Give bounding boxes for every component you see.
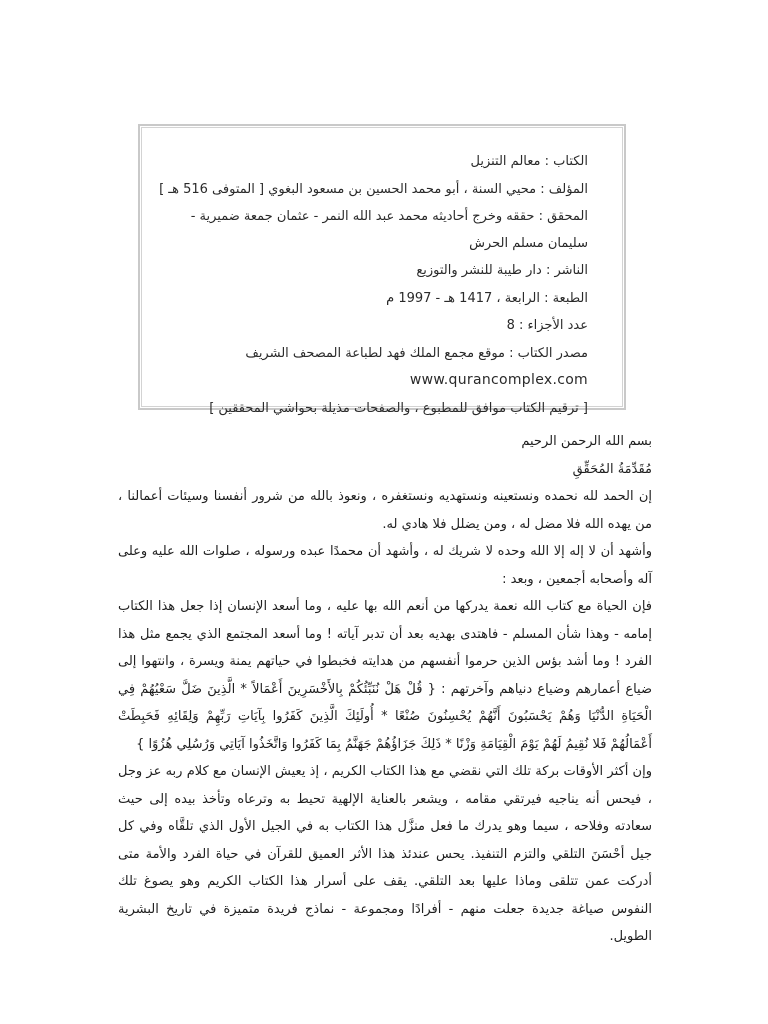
paragraph-blessed-times: وإن أكثر الأوقات بركة تلك التي نقضي مع هذا الكتاب الكريم ، إذ يعيش الإنسان مع كلام ربه عز وجل ، فيحس أنه يناجيه فيرتقي مقامه ، ويشعر بالعناية الإلهية تحيط به وترعاه وتأخذ بيده إلى حيث سعادته وفلاحه ، سيما وهو يدرك ما فعل منزَّل هذا الكتاب به في الجيل الأول الذي تلقَّاه وفي كل جيل أحْسَنَ التلقي والتزم التنفيذ. يحس عندئذ هذا الأثر العميق للقرآن في حياة الفرد والأمة متى أدركت عمن تتلقى وماذا عليها بعد التلقي. يقف على أسرار هذا الكتاب الكريم وهو يصوغ تلك النفوس صياغة جديدة جعلت منهم - أفرادًا ومجموعة - نماذج فريدة متميزة في تاريخ البشرية الطويل. [118, 764, 652, 944]
book-editor-line-1: المحقق : حققه وخرج أحاديثه محمد عبد الله النمر - عثمان جمعة ضميرية - [190, 209, 588, 224]
paragraph-life-with-book: فإن الحياة مع كتاب الله نعمة يدركها من أنعم الله بها عليه ، وما أسعد الإنسان إذا جعل هذا الكتاب إمامه - وهذا شأن المسلم - فاهتدى بهديه بعد أن تدبر آياته ! وما أسعد المجتمع الذي يجمع مثل هذا الفرد ! وما أشد بؤس الذين حرموا أنفسهم من هدايته فخبطوا في حياتهم يمنة ويسرة ، وانتهوا إلى ضياع أعمارهم وضياع دنياهم وآخرتهم : { قُلْ هَلْ نُنَبِّئُكُمْ بِالأَخْسَرِينَ أَعْمَالاً * الَّذِينَ ضَلَّ سَعْيُهُمْ فِي الْحَيَاةِ الدُّنْيَا وَهُمْ يَحْسَبُونَ أَنَّهُمْ يُحْسِنُونَ صُنْعًا * أُولَئِكَ الَّذِينَ كَفَرُوا بِآيَاتِ رَبِّهِمْ وَلِقَائِهِ فَحَبِطَتْ أَعْمَالُهُمْ فَلا نُقِيمُ لَهُمْ يَوْمَ الْقِيَامَةِ وَزْنًا * ذَلِكَ جَزَاؤُهُمْ جَهَنَّمُ بِمَا كَفَرُوا وَاتَّخَذُوا آيَاتِي وَرُسُلِي هُزُوًا } [118, 599, 652, 752]
book-edition: الطبعة : الرابعة ، 1417 هـ - 1997 م [386, 290, 588, 306]
book-source-url: www.qurancomplex.com [409, 372, 588, 388]
section-heading: مُقَدِّمَةُ المُحَقِّقِ [572, 461, 652, 477]
book-volumes: عدد الأجزاء : 8 [506, 318, 588, 333]
basmala: بسم الله الرحمن الرحيم [521, 434, 652, 449]
book-info-inner [141, 127, 623, 416]
paragraph-opening: إن الحمد لله نحمده ونستعينه ونستهديه ونستغفره ، ونعوذ بالله من شرور أنفسنا وسيئات أعمالنا ، من يهده الله فلا مضل له ، ومن يضلل فلا هادي له. [118, 489, 652, 532]
book-info-box [138, 124, 626, 416]
book-author: المؤلف : محيي السنة ، أبو محمد الحسين بن مسعود البغوي [ المتوفى 516 هـ ] [159, 181, 588, 197]
article-body [118, 428, 652, 951]
book-note: [ ترقيم الكتاب موافق للمطبوع ، والصفحات مذيلة بحواشي المحققين ] [209, 400, 588, 416]
book-editor-line-2: سليمان مسلم الحرش [469, 236, 588, 251]
book-publisher: الناشر : دار طيبة للنشر والتوزيع [416, 263, 588, 278]
book-title: الكتاب : معالم التنزيل [470, 154, 588, 169]
book-source: مصدر الكتاب : موقع مجمع الملك فهد لطباعة المصحف الشريف [245, 345, 588, 361]
paragraph-shahada: وأشهد أن لا إله إلا الله وحده لا شريك له ، وأشهد أن محمدًا عبده ورسوله ، صلوات الله عليه وعلى آله وأصحابه أجمعين ، وبعد : [118, 544, 652, 587]
